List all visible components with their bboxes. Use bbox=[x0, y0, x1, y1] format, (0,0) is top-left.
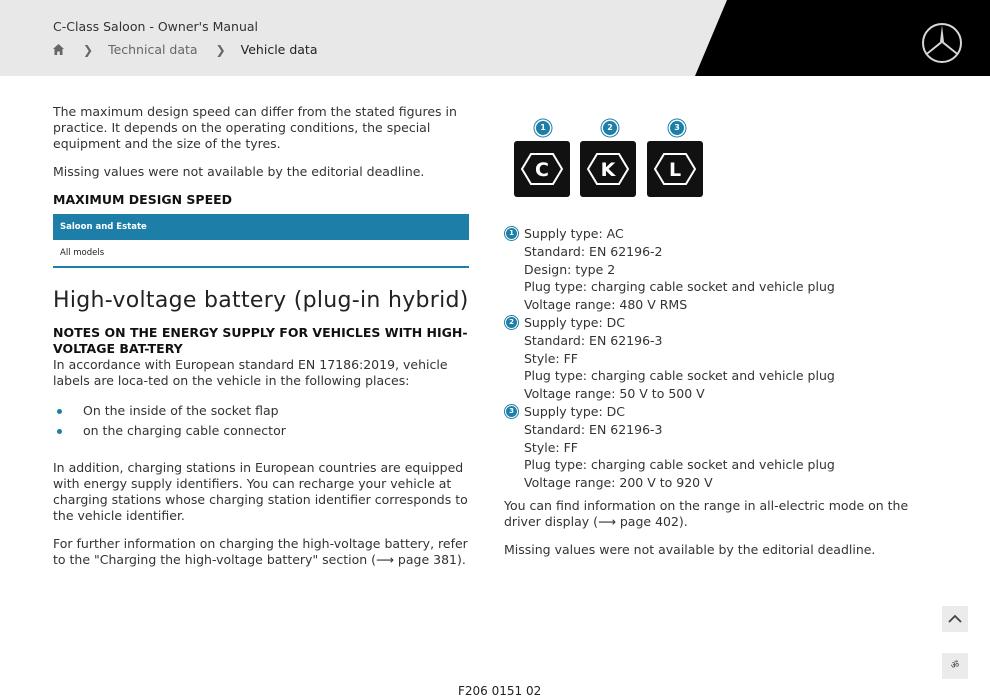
callout-2: 2 bbox=[603, 121, 617, 135]
spec-line: Standard: EN 62196-3 bbox=[524, 332, 663, 348]
hexagon-icon bbox=[647, 141, 703, 197]
spec-number: 1 bbox=[506, 228, 517, 239]
spec-line: Style: FF bbox=[524, 439, 578, 455]
label-locations-list bbox=[53, 401, 473, 441]
spec-line: Design: type 2 bbox=[524, 261, 616, 277]
spec-line: Voltage range: 480 V RMS bbox=[524, 297, 688, 313]
manual-title: C-Class Saloon - Owner's Manual bbox=[53, 19, 258, 34]
spec-number: 3 bbox=[506, 406, 517, 417]
spec-line: Supply type: DC bbox=[524, 403, 626, 419]
spec-line: Voltage range: 200 V to 920 V bbox=[524, 475, 713, 491]
spec-list bbox=[504, 225, 934, 570]
further-info-paragraph: For further information on charging the high-voltage battery, refer to the "Charging the high-voltage battery" section (⟶ page 381). bbox=[53, 536, 468, 567]
plug-label-c bbox=[514, 141, 570, 197]
callout-1: 1 bbox=[536, 121, 550, 135]
breadcrumb bbox=[52, 42, 318, 57]
speed-table bbox=[53, 214, 469, 268]
callout-3: 3 bbox=[670, 121, 684, 135]
missing-values-note: Missing values were not available by the editorial deadline. bbox=[504, 541, 876, 557]
chevron-up-icon bbox=[942, 606, 968, 632]
spec-item-3 bbox=[504, 403, 934, 492]
plug-label-l bbox=[647, 141, 703, 197]
breadcrumb-technical-data[interactable]: Technical data bbox=[108, 42, 198, 57]
hexagon-icon bbox=[580, 141, 636, 197]
spec-line: Plug type: charging cable socket and vehicle plug bbox=[524, 457, 835, 473]
spec-line: Standard: EN 62196-2 bbox=[524, 243, 663, 259]
list-item: on the charging cable connector bbox=[53, 421, 473, 441]
section-title-max-speed: MAXIMUM DESIGN SPEED bbox=[53, 192, 233, 207]
table-row: All models bbox=[53, 240, 469, 268]
spec-number: 2 bbox=[506, 317, 517, 328]
hexagon-icon bbox=[514, 141, 570, 197]
notes-body: In accordance with European standard EN 17186:2019, vehicle labels are loca-ted on the vehicle in the following places: bbox=[53, 357, 448, 388]
spec-line: Supply type: DC bbox=[524, 314, 626, 330]
plug-letter: C bbox=[535, 159, 549, 181]
image-code: F206 0151 02 bbox=[458, 684, 542, 698]
breadcrumb-vehicle-data[interactable]: Vehicle data bbox=[240, 42, 318, 57]
spec-item-2 bbox=[504, 314, 934, 403]
spec-line: Plug type: charging cable socket and vehicle plug bbox=[524, 368, 835, 384]
charging-stations-paragraph: In addition, charging stations in European countries are equipped with energy supply identifiers. You can recharge your vehicle at charging stations whose charging station identifier corresponds to the vehicle identifier. bbox=[53, 460, 468, 523]
heading-high-voltage-battery: High-voltage battery (plug-in hybrid) bbox=[53, 288, 469, 313]
plug-letter: L bbox=[668, 159, 682, 181]
home-icon[interactable] bbox=[52, 43, 65, 56]
scroll-to-top-button[interactable] bbox=[942, 606, 968, 632]
spec-line: Voltage range: 50 V to 500 V bbox=[524, 386, 705, 402]
spec-line: Standard: EN 62196-3 bbox=[524, 421, 663, 437]
intro-paragraph: The maximum design speed can differ from the stated figures in practice. It depends on the operating conditions, the special equipment and the size of the tyres. bbox=[53, 104, 457, 151]
spec-line: Style: FF bbox=[524, 350, 578, 366]
spec-line: Supply type: AC bbox=[524, 226, 624, 241]
chevron-right-icon: ❯ bbox=[215, 42, 226, 57]
missing-values-note: Missing values were not available by the editorial deadline. bbox=[53, 164, 425, 179]
plug-letter: K bbox=[600, 159, 616, 181]
list-item: On the inside of the socket flap bbox=[53, 401, 473, 421]
mercedes-star-logo[interactable] bbox=[921, 22, 963, 64]
chevron-right-icon: ❯ bbox=[83, 42, 94, 57]
spec-line: Plug type: charging cable socket and vehicle plug bbox=[524, 279, 835, 295]
page-header bbox=[0, 0, 990, 76]
left-column bbox=[53, 104, 473, 568]
plug-identifier-graphic bbox=[514, 118, 714, 200]
range-info-paragraph: You can find information on the range in all-electric mode on the driver display (⟶ page 402). bbox=[504, 497, 909, 529]
plug-label-k bbox=[580, 141, 636, 197]
notes-title: NOTES ON THE ENERGY SUPPLY FOR VEHICLES WITH HIGH-VOLTAGE BAT-TERY bbox=[53, 325, 468, 356]
spec-item-1 bbox=[504, 225, 934, 314]
language-button[interactable]: ॐ bbox=[942, 653, 968, 679]
table-header: Saloon and Estate bbox=[53, 214, 469, 240]
